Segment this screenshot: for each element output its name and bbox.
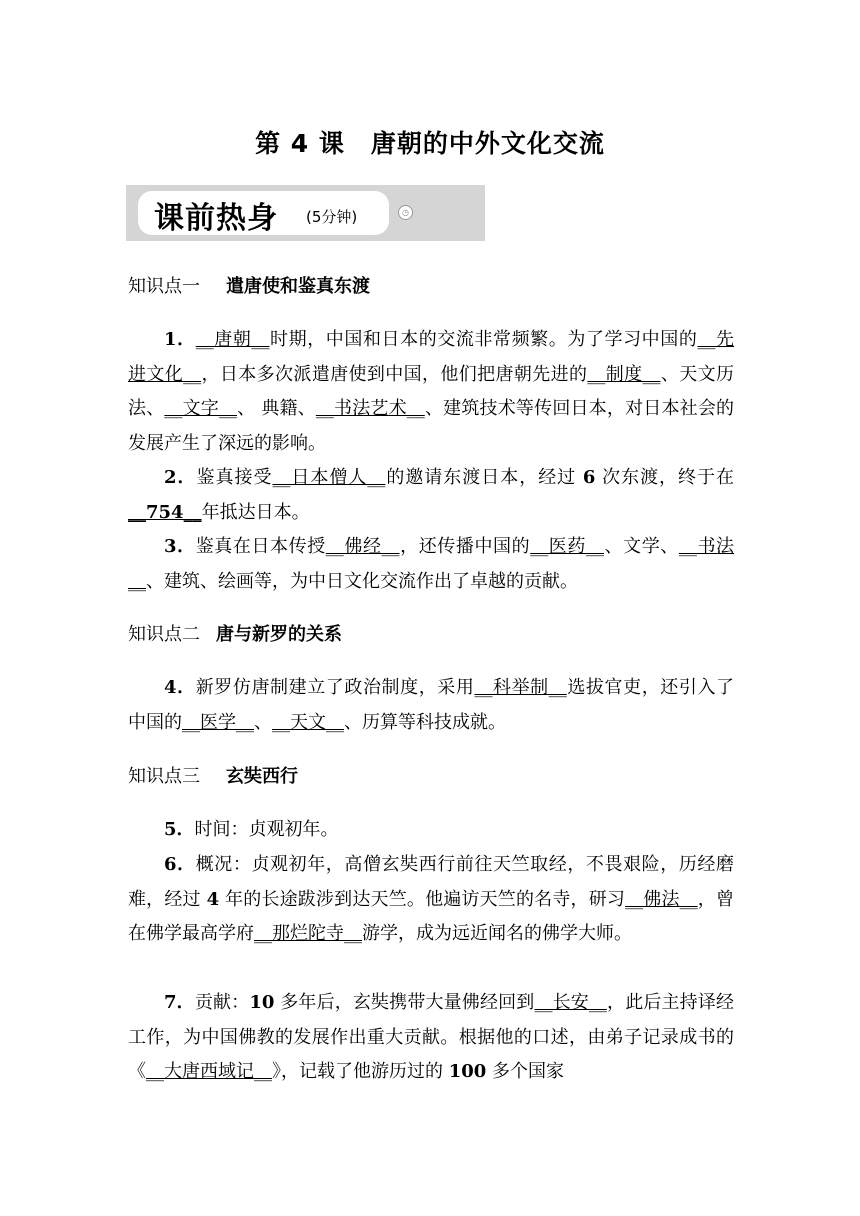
item-6: [128, 848, 734, 952]
item-5: [128, 813, 734, 848]
item-text: 、 典籍、: [236, 398, 316, 419]
item-text: 贡献：: [194, 992, 250, 1013]
section-heading-3: [128, 762, 298, 788]
item-number: 1．: [164, 329, 196, 350]
item-number-value: 100: [448, 1061, 487, 1082]
answer-blank: __科举制__: [474, 677, 567, 698]
item-text: 多个国家: [486, 1061, 565, 1082]
section-heading-2: [128, 620, 342, 646]
answer-blank: __754__: [128, 501, 202, 523]
answer-blank: __医学__: [182, 711, 254, 733]
item-text: 鉴真在日本传授: [195, 536, 326, 557]
section-topic: 玄奘西行: [226, 766, 298, 787]
section-label: 知识点二: [128, 624, 200, 645]
item-text: 多年后，玄奘携带大量佛经回到: [274, 992, 535, 1013]
item-number-value: 10: [249, 992, 275, 1013]
answer-blank: __书法__: [128, 536, 735, 592]
item-number: 6．: [164, 854, 196, 875]
answer-blank: __医药__: [530, 536, 604, 557]
item-number-value: 4: [206, 888, 220, 910]
item-number: 3．: [164, 536, 196, 557]
answer-blank: __唐朝__: [195, 329, 270, 350]
item-text: 、天文历法、: [128, 363, 734, 419]
section-banner: [126, 185, 485, 241]
answer-blank: __佛法__: [625, 888, 698, 910]
item-text: 时间：贞观初年。: [194, 819, 339, 840]
item-text: 新罗仿唐制建立了政治制度，采用: [195, 677, 475, 698]
item-text: 、历算等科技成就。: [344, 711, 506, 733]
item-4: [128, 671, 734, 740]
item-number: 7．: [164, 992, 195, 1013]
item-text: ，日本多次派遣唐使到中国，他们把唐朝先进的: [201, 363, 588, 385]
item-2: [128, 461, 734, 530]
item-text: 的邀请东渡日本，经过: [385, 467, 583, 488]
item-text: 年的长途跋涉到达天竺。他遍访天竺的名寺，研习: [219, 888, 626, 910]
item-text: 、建筑、绘画等，为中日文化交流作出了卓越的贡献。: [146, 570, 578, 592]
section-label: 知识点一: [128, 276, 200, 297]
item-text: 年抵达日本。: [201, 501, 310, 523]
banner-subtitle: (5分钟): [306, 208, 358, 226]
item-number: 4．: [164, 677, 196, 698]
item-text: 游学，成为远近闻名的佛学大师。: [362, 923, 632, 944]
item-text: ，曾在佛学最高学府: [128, 888, 734, 944]
item-text: ，还传播中国的: [399, 536, 531, 557]
item-7: [128, 986, 734, 1090]
item-3: [128, 530, 734, 599]
item-text: 、建筑技术等传回日本，对日本社会的发展产生了深远的影响。: [128, 398, 735, 454]
answer-blank: __天文__: [272, 711, 344, 733]
section-heading-1: [128, 272, 370, 298]
item-text: 时期，中国和日本的交流非常频繁。为了学习中国的: [269, 329, 698, 350]
answer-blank: __佛经__: [325, 536, 400, 557]
item-text: 鉴真接受: [196, 467, 273, 488]
clock-icon: ◷: [398, 205, 413, 220]
item-text: 》，记载了他游历过的: [272, 1061, 449, 1082]
banner-title: 课前热身: [154, 201, 278, 236]
answer-blank: __先进文化__: [128, 329, 735, 385]
item-text: 、文学、: [603, 536, 679, 557]
item-number: 5．: [164, 819, 195, 840]
answer-blank: __制度__: [587, 363, 661, 385]
item-text: 、: [254, 711, 272, 733]
answer-blank: __日本僧人__: [272, 467, 386, 488]
item-text: 概况：贞观初年，高僧玄奘西行前往天竺取经，不畏艰险，历经磨难，经过: [128, 854, 735, 910]
section-label: 知识点三: [128, 766, 200, 787]
item-1: [128, 323, 734, 461]
item-text: ，此后主持译经工作，为中国佛教的发展作出重大贡献。根据他的口述，由弟子记录成书的《: [128, 992, 734, 1082]
item-text: 次东渡，终于在: [595, 467, 735, 488]
answer-blank: __书法艺术__: [315, 398, 425, 419]
banner-pill: [138, 191, 389, 235]
answer-blank: __大唐西域记__: [146, 1061, 272, 1082]
item-number: 2．: [164, 467, 197, 488]
section-topic: 遣唐使和鉴真东渡: [226, 276, 370, 297]
answer-blank: __长安__: [534, 992, 607, 1013]
answer-blank: __文字__: [164, 398, 237, 419]
page-title: 第 4 课 唐朝的中外文化交流: [255, 129, 605, 158]
answer-blank: __那烂陀寺__: [254, 923, 362, 944]
item-number-value: 6: [582, 467, 596, 488]
section-topic: 唐与新罗的关系: [216, 624, 342, 645]
item-text: 选拔官吏，还引入了中国的: [128, 677, 735, 733]
